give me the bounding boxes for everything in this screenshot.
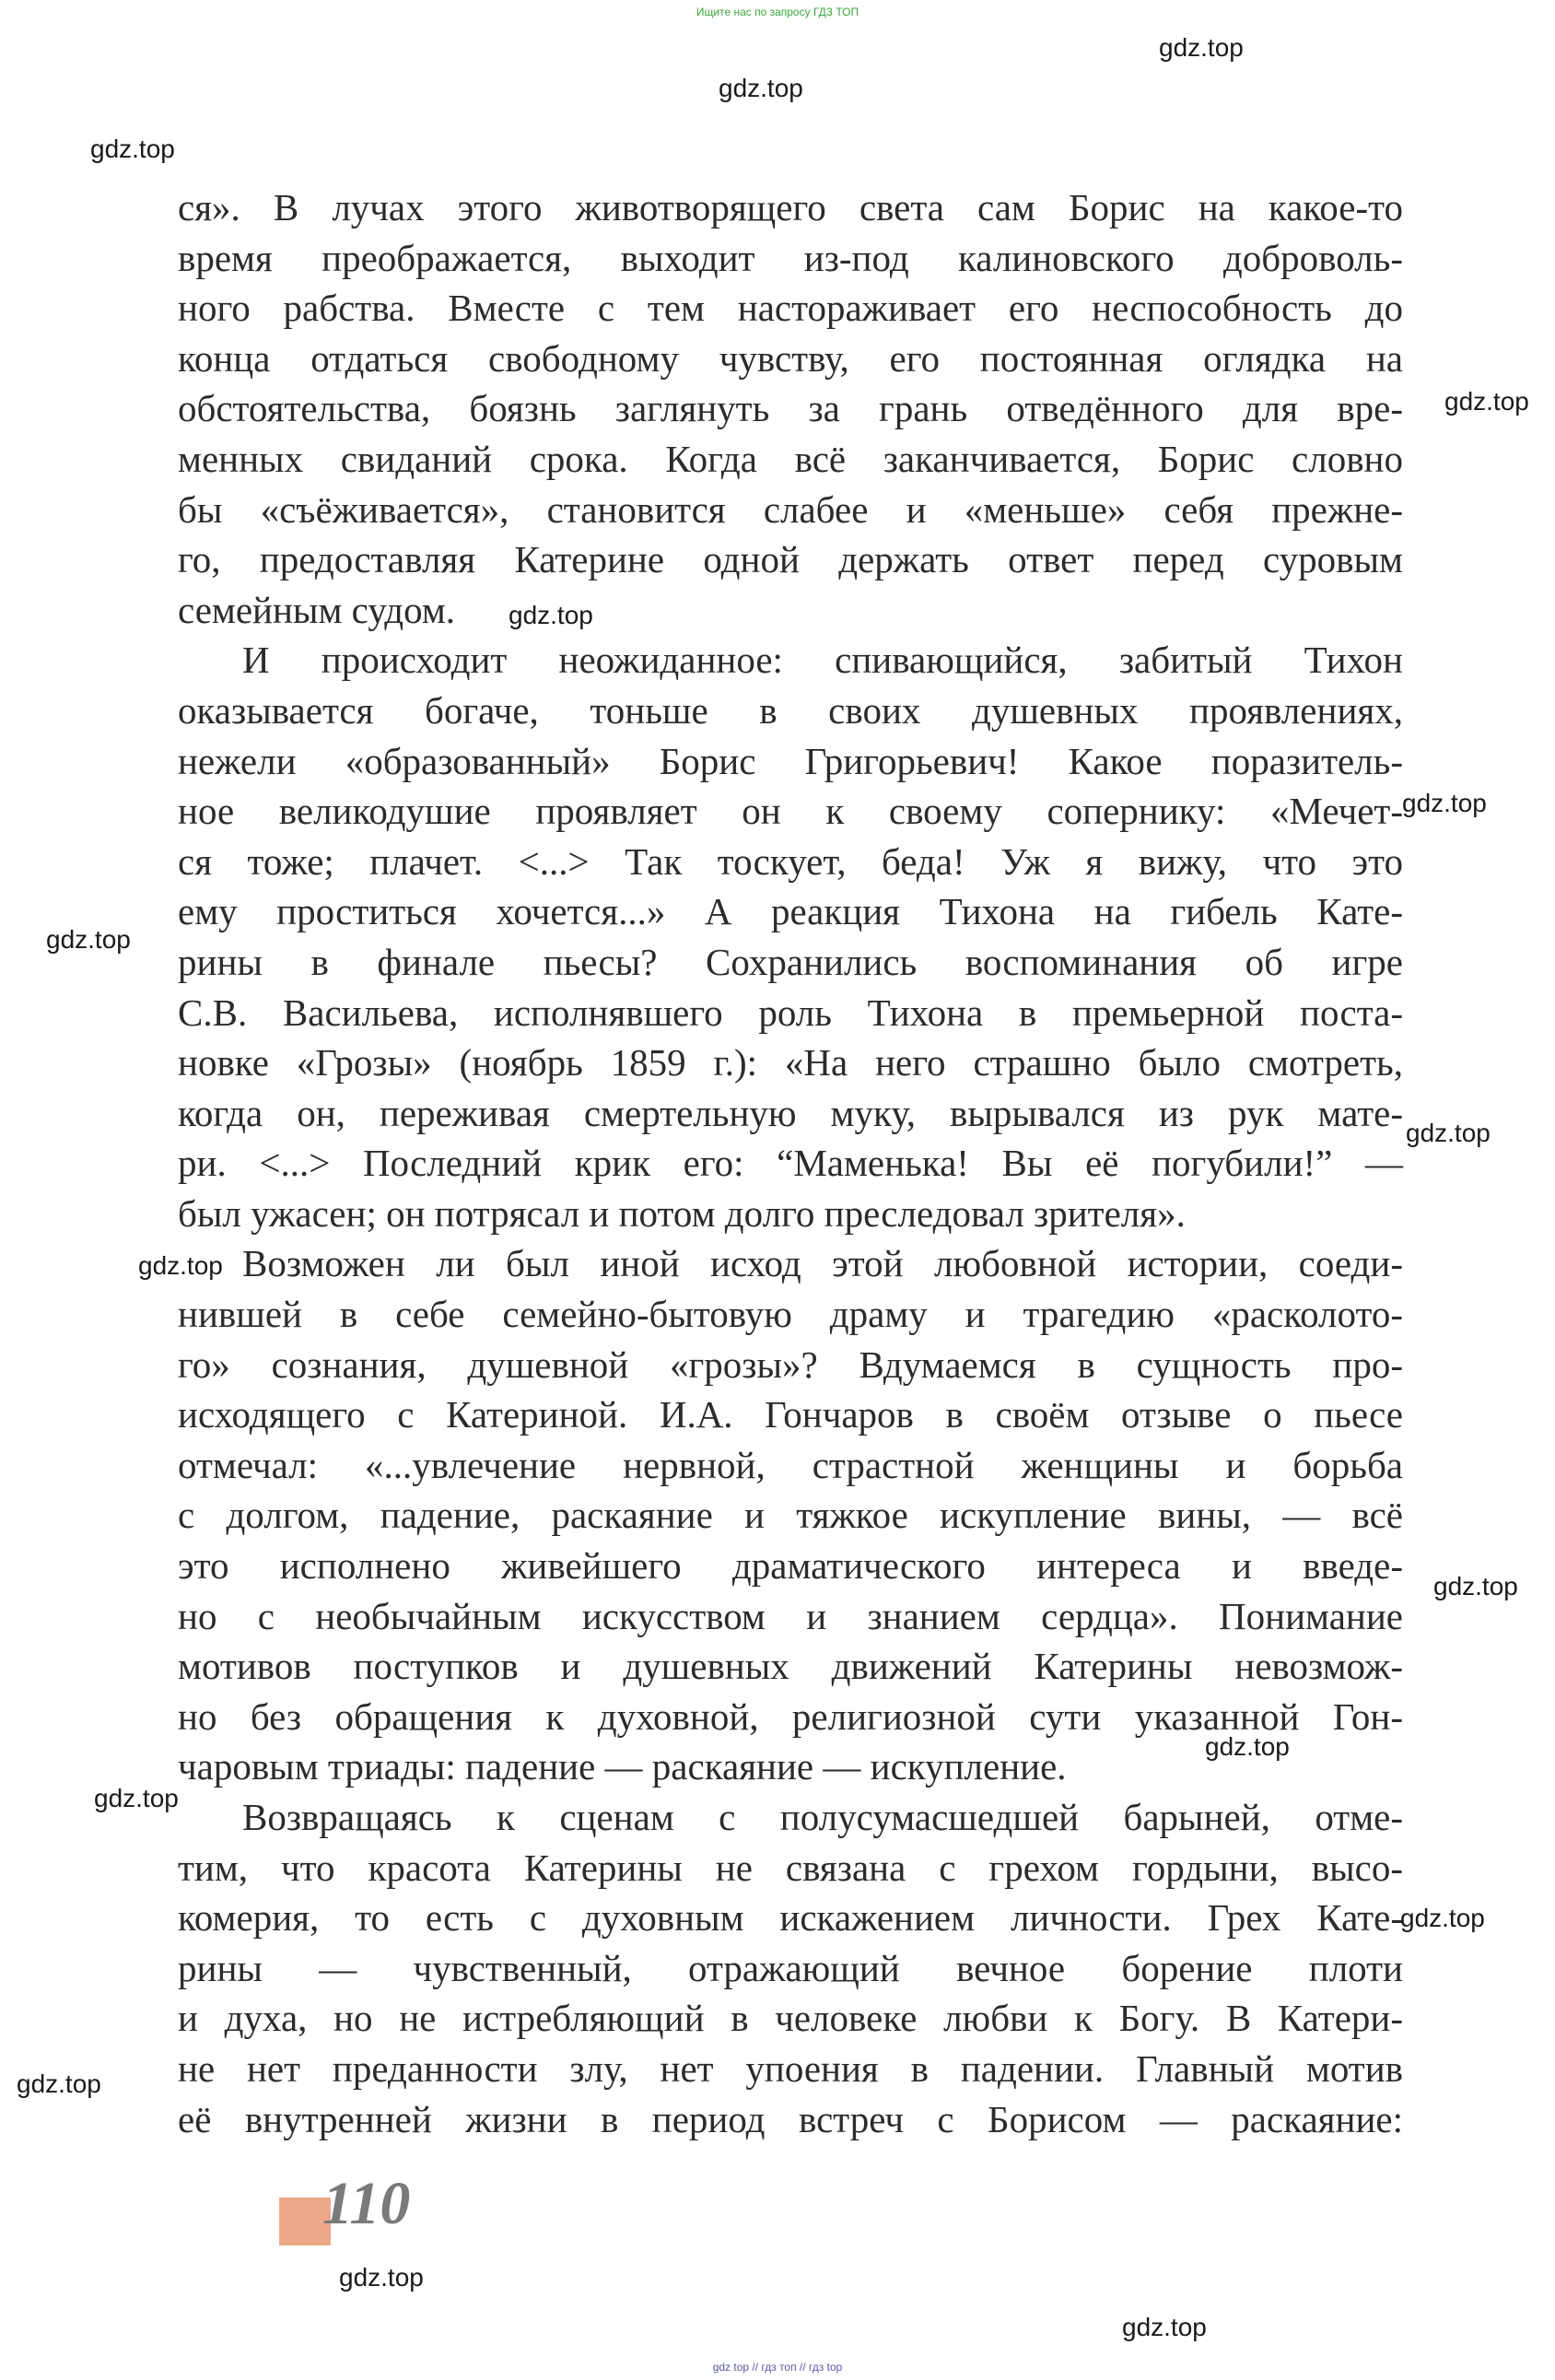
watermark: gdz.top	[1444, 387, 1529, 416]
text-line: оказывается богаче, тоньше в своих душевных проявлениях,	[178, 688, 1403, 732]
watermark: gdz.top	[1402, 789, 1487, 817]
watermark: gdz.top	[1205, 1732, 1290, 1761]
text-line: время преображается, выходит из-под калиновского доброволь-	[178, 236, 1403, 279]
watermark: gdz.top	[1159, 33, 1244, 62]
watermark: gdz.top	[719, 74, 803, 102]
watermark: gdz.top	[1122, 2313, 1207, 2341]
top-banner: Ищите нас по запросу ГДЗ ТОП	[696, 6, 859, 18]
text-line: нежели «образованный» Борис Григорьевич! Какое поразитель-	[178, 739, 1403, 782]
text-line: не нет преданности злу, нет упоения в падении. Главный мотив	[178, 2046, 1403, 2090]
text-line: И происходит неожиданное: спивающийся, забитый Тихон	[242, 639, 1403, 682]
text-line: и духа, но не истребляющий в человеке любви к Богу. В Катери-	[178, 1997, 1403, 2040]
text-line: был ужасен; он потрясал и потом долго преследовал зрителя».	[178, 1191, 1186, 1235]
text-line: ся тоже; плачет. <...> Так тоскует, беда! Уж я вижу, что это	[178, 839, 1403, 883]
text-line: исходящего с Катериной. И.А. Гончаров в своём отзыве о пьесе	[178, 1393, 1403, 1436]
text-line: новке «Грозы» (ноябрь 1859 г.): «На него страшно было смотреть,	[178, 1041, 1403, 1084]
text-line: С.В. Васильева, исполнявшего роль Тихона в премьерной поста-	[178, 991, 1403, 1034]
text-line: чаровым триады: падение — раскаяние — искупление.	[178, 1745, 1067, 1788]
page-number: 110	[322, 2170, 411, 2237]
watermark: gdz.top	[17, 2069, 101, 2098]
text-line: Возвращаясь к сценам с полусумасшедшей барыней, отме-	[242, 1796, 1403, 1838]
text-line: рины — чувственный, отражающий вечное борение плоти	[178, 1946, 1403, 1989]
text-line: её внутренней жизни в период встреч с Борисом — раскаяние:	[178, 2097, 1403, 2140]
text-line: рины в финале пьесы? Сохранились воспоминания об игре	[178, 940, 1403, 983]
watermark: gdz.top	[138, 1251, 223, 1280]
watermark: gdz.top	[1433, 1572, 1518, 1600]
text-line: комерия, то есть с духовным искажением личности. Грех Кате-	[178, 1896, 1403, 1940]
text-line: бы «съёживается», становится слабее и «меньше» себя прежне-	[178, 487, 1403, 531]
text-line: с долгом, падение, раскаяние и тяжкое искупление вины, — всё	[178, 1494, 1403, 1537]
text-line: это исполнено живейшего драматического интереса и введе-	[178, 1544, 1403, 1588]
body-text	[178, 182, 1403, 2144]
watermark: gdz.top	[509, 601, 593, 629]
text-line: ного рабства. Вместе с тем настораживает его неспособность до	[178, 287, 1403, 330]
text-line: но с необычайным искусством и знанием сердца». Понимание	[178, 1594, 1403, 1637]
watermark: gdz.top	[94, 1784, 179, 1812]
watermark: gdz.top	[1406, 1119, 1491, 1147]
text-line: го» сознания, душевной «грозы»? Вдумаемся в сущность про-	[178, 1342, 1403, 1386]
text-line: семейным судом.	[178, 588, 456, 631]
text-line: ему проститься хочется...» А реакция Тихона на гибель Кате-	[178, 890, 1403, 933]
bottom-banner: gdz top // гдз топ // гдз top	[712, 2361, 843, 2374]
text-line: тим, что красота Катерины не связана с грехом гордыни, высо-	[178, 1846, 1403, 1889]
text-line: Возможен ли был иной исход этой любовной истории, соеди-	[242, 1242, 1403, 1285]
text-line: но без обращения к духовной, религиозной сути указанной Гон-	[178, 1694, 1403, 1738]
watermark: gdz.top	[90, 135, 175, 163]
text-line: менных свиданий срока. Когда всё заканчивается, Борис словно	[178, 437, 1403, 480]
text-line: обстоятельства, боязнь заглянуть за грань отведённого для вре-	[178, 387, 1403, 430]
text-line: отмечал: «...увлечение нервной, страстной женщины и борьба	[178, 1443, 1403, 1486]
text-line: конца отдаться свободному чувству, его постоянная оглядка на	[178, 336, 1403, 380]
text-line: мотивов поступков и душевных движений Катерины невозмож-	[178, 1645, 1403, 1688]
text-line: ри. <...> Последний крик его: “Маменька! Вы её погубили!” —	[178, 1142, 1403, 1185]
text-line: го, предоставляя Катерине одной держать ответ перед суровым	[178, 538, 1403, 581]
watermark: gdz.top	[46, 925, 131, 954]
watermark: gdz.top	[339, 2263, 424, 2292]
text-line: нившей в себе семейно-бытовую драму и трагедию «расколото-	[178, 1293, 1403, 1336]
text-line: ся». В лучах этого животворящего света сам Борис на какое-то	[178, 186, 1403, 229]
text-line: когда он, переживая смертельную муку, вырывался из рук мате-	[178, 1091, 1403, 1134]
text-line: ное великодушие проявляет он к своему сопернику: «Мечет-	[178, 790, 1403, 833]
watermark: gdz.top	[1400, 1904, 1485, 1932]
